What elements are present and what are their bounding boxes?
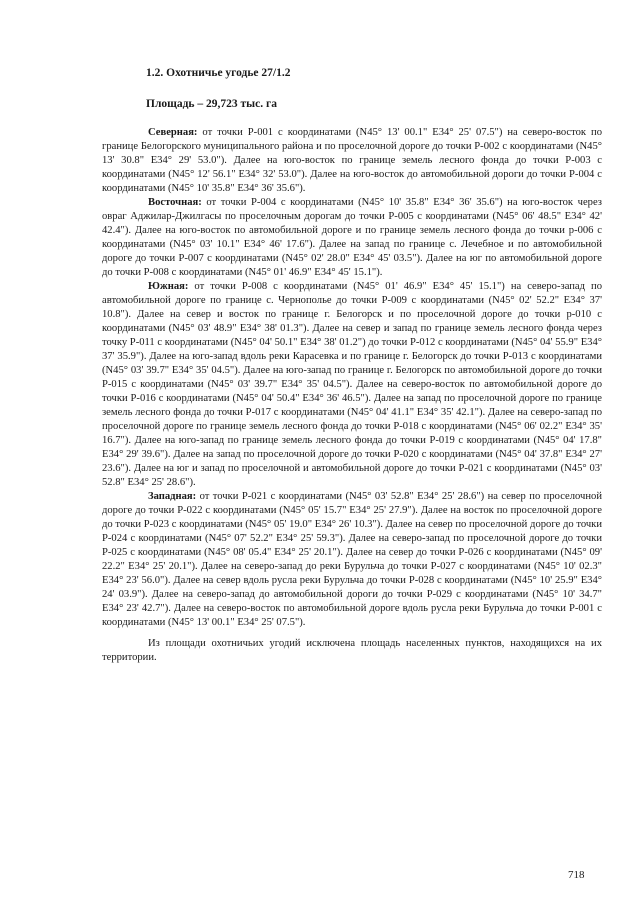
boundary-south-text: от точки Р-008 с координатами (N45° 01' 46.9" E34° 45' 15.1") на северо-запад по автомобильной дороге по границе с. Чернополье до точки Р-009 с координатами (N45° 02' 52.2" E34° 37' 10.8"). Далее на север и восток по границе г. Белогорск и по проселочной дороге до точки р-010 с координатами (N45° 03' 48.9" E34° 38' 01.3"). Далее на север и запад по границе земель лесного фонда через точку Р-011 с координатами (N45° 04' 50.1" E34° 38' 01.2") до точки Р-012 с координатами (N45° 04' 55.9" E34° 37' 35.9"). Далее на юго-запад вдоль реки Карасевка и по границе г. Белогорск до точки Р-013 с координатами (N45° 03' 39.7" E34° 35' 04.5"). Далее на юго-запад по границе г. Белогорск по автомобильной дороге до точки Р-015 с координатами (N45° 03' 39.7" E34° 35' 04.5"). Далее на северо-восток по автомобильной дороге до точки Р-016 с координатами (N45° 04' 50.4" E34° 36' 46.5"). Далее на запад по проселочной дороге по границе земель лесного фонда до точки Р-017 с координатами (N45° 04' 41.1" E34° 35' 42.1"). Далее на северо-запад по проселочной дороге по границе земель лесного фонда до точки Р-018 с координатами (N45° 06' 02.2" E34° 35' 16.7"). Далее на юго-запад по границе земель лесного фонда до точки Р-019 с координатами (N45° 04' 17.8" E34° 29' 39.6"). Далее на запад по проселочной дороге до точки Р-020 с координатами (N45° 04' 37.8" E34° 27' 23.6"). Далее на юг и запад по проселочной и автомобильной дороге до точки Р-021 с координатами (N45° 03' 52.8" E34° 25' 28.6"). [102, 281, 602, 488]
boundary-description [102, 126, 602, 665]
boundary-east [102, 196, 602, 280]
boundary-east-label: Восточная: [148, 197, 202, 208]
section-title: Охотничье угодье 27/1.2 [166, 67, 291, 79]
area-value: 29,723 тыс. га [206, 98, 277, 110]
boundary-south-label: Южная: [148, 281, 189, 292]
boundary-north [102, 126, 602, 196]
boundary-east-text: от точки Р-004 с координатами (N45° 10' 35.8" E34° 36' 35.6") на юго-восток через овраг Аджилар-Джилгасы по проселочным дорогам до точки Р-005 с координатами (N45° 06' 48.5" E34° 42' 42.4"). Далее на юго-восток по автомобильной дороге и по границе земель лесного фонда до точки р-006 с координатами (N45° 03' 10.1" E34° 46' 17.6"). Далее на запад по границе с. Лечебное и по автомобильной дороге до точки Р-007 с координатами (N45° 02' 28.0" E34° 45' 03.5"). Далее на юг по автомобильной дороге до точки Р-008 с координатами (N45° 01' 46.9" E34° 45' 15.1"). [102, 197, 602, 278]
boundary-south [102, 280, 602, 490]
boundary-west-label: Западная: [148, 491, 197, 502]
boundary-west-text: от точки Р-021 с координатами (N45° 03' 52.8" E34° 25' 28.6") на север по проселочной дороге до точки Р-022 с координатами (N45° 05' 15.7" E34° 25' 27.9"). Далее на восток по проселочной дороге до точки Р-023 с координатами (N45° 05' 19.0" E34° 26' 10.3"). Далее на север по проселочной дороге до точки Р-024 с координатами (N45° 07' 52.2" E34° 25' 59.3"). Далее на северо-запад по проселочной дороге до точки Р-025 с координатами (N45° 08' 05.4" E34° 25' 20.1"). Далее на север до точки Р-026 с координатами (N45° 09' 22.2" E34° 25' 20.1"). Далее на северо-запад до реки Бурульча до точки Р-027 с координатами (N45° 10' 02.3" E34° 23' 56.0"). Далее на север вдоль русла реки Бурульча до точки Р-028 с координатами (N45° 10' 25.9" E34° 24' 03.9"). Далее на северо-запад до автомобильной дороги до точки Р-029 с координатами (N45° 10' 34.7" E34° 23' 42.7"). Далее на северо-восток по автомобильной дороге вдоль русла реки Бурульча до точки Р-001 с координатами (N45° 13' 00.1" E34° 25' 07.5"). [102, 491, 602, 628]
closing-note: Из площади охотничьих угодий исключена площадь населенных пунктов, находящихся на их территории. [102, 638, 602, 663]
boundary-north-label: Северная: [148, 127, 198, 138]
section-number: 1.2. [146, 67, 164, 79]
area-line [146, 98, 277, 110]
page-number: 718 [568, 869, 585, 881]
boundary-north-text: от точки Р-001 с координатами (N45° 13' 00.1" E34° 25' 07.5") на северо-восток по границе Белогорского муниципального района и по проселочной дороге до точки Р-002 с координатами (N45° 13' 30.8" E34° 29' 53.0"). Далее на юго-восток по границе земель лесного фонда до точки Р-003 с координатами (N45° 12' 56.1" E34° 32' 53.0"). Далее на юго-восток до автомобильной дороги до точки Р-004 с координатами (N45° 10' 35.8" E34° 36' 35.6"). [102, 127, 602, 194]
section-heading [146, 67, 290, 79]
area-label: Площадь – [146, 98, 204, 110]
boundary-west [102, 490, 602, 630]
